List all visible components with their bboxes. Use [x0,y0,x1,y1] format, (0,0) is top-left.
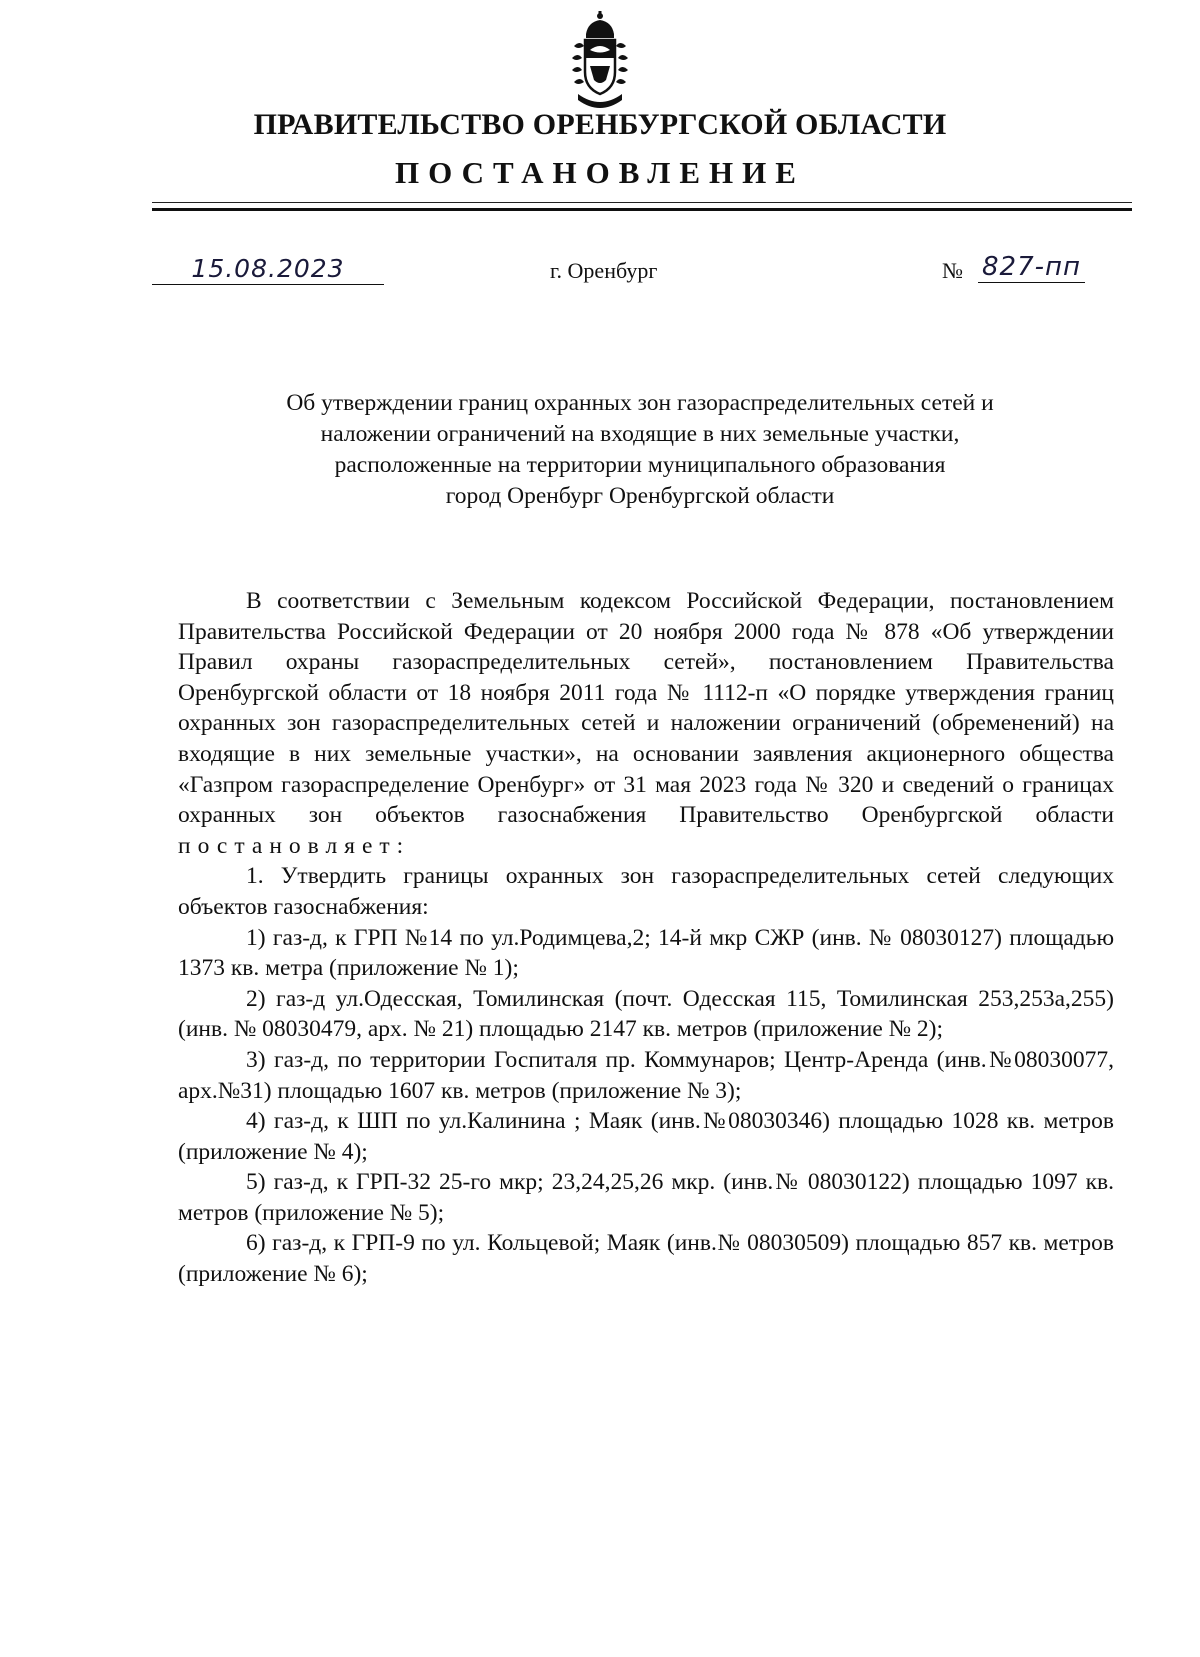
header-rule-thin [152,202,1132,203]
document-title [190,388,1090,512]
title-line: город Оренбург Оренбургской области [445,483,835,509]
list-item: 2) газ-д ул.Одесская, Томилинская (почт. Одесская 115, Томилинская 253,253а,255) (инв. № 08030479, арх. № 21) площадью 2147 кв. метров (приложение № 2); [178,985,1114,1043]
coat-of-arms-icon [568,10,632,116]
list-item: 4) газ-д, к ШП по ул.Калинина ; Маяк (инв.№08030346) площадью 1028 кв. метров (приложение № 4); [178,1108,1114,1165]
document-number: 827-пп [978,252,1085,283]
title-line: Об утверждении границ охранных зон газораспределительных сетей и [286,390,994,416]
resolves-word: постановляет: [178,832,411,859]
list-item: 3) газ-д, по территории Госпиталя пр. Коммунаров; Центр-Аренда (инв.№08030077, арх.№31) площадью 1607 кв. метров (приложение № 3); [178,1046,1114,1104]
document-type: ПОСТАНОВЛЕНИЕ [395,155,805,190]
preamble-paragraph [178,586,1114,861]
title-line: наложении ограничений на входящие в них земельные участки, [320,421,960,447]
preamble-text: В соответствии с Земельным кодексом Российской Федерации, постановлением Правительства Российской Федерации от 20 ноября 2000 года № 878 «Об утверждении Правил охраны газораспределительных сетей», постановлением Правительства Оренбургской области от 18 ноября 2011 года № 1112-п «О порядке утверждения границ охранных зон газораспределительных сетей и наложении ограничений (обременений) на входящие в них земельные участки», на основании заявления акционерного общества «Газпром газораспределение Оренбург» от 31 мая 2023 года № 320 и сведений о границах охранных зон объектов газоснабжения Правительство Оренбургской области [178,588,1114,829]
document-date: 15.08.2023 [152,254,384,285]
list-item: 6) газ-д, к ГРП-9 по ул. Кольцевой; Маяк (инв.№ 08030509) площадью 857 кв. метров (приложение № 6); [178,1230,1114,1288]
document-city: г. Оренбург [550,258,658,283]
list-item: 1) газ-д, к ГРП №14 по ул.Родимцева,2; 14-й мкр СЖР (инв. № 08030127) площадью 1373 кв. метра (приложение № 1); [178,924,1114,982]
organization-name: ПРАВИТЕЛЬСТВО ОРЕНБУРГСКОЙ ОБЛАСТИ [253,108,947,141]
header-rule-thick [152,208,1132,211]
number-sign: № [942,258,963,283]
title-line: расположенные на территории муниципального образования [334,452,946,478]
clause-1: 1. Утвердить границы охранных зон газораспределительных сетей следующих объектов газоснабжения: [178,863,1114,920]
document-body [178,586,1114,1290]
list-item: 5) газ-д, к ГРП-32 25-го мкр; 23,24,25,26 мкр. (инв.№ 08030122) площадью 1097 кв. метров (приложение № 5); [178,1169,1114,1226]
